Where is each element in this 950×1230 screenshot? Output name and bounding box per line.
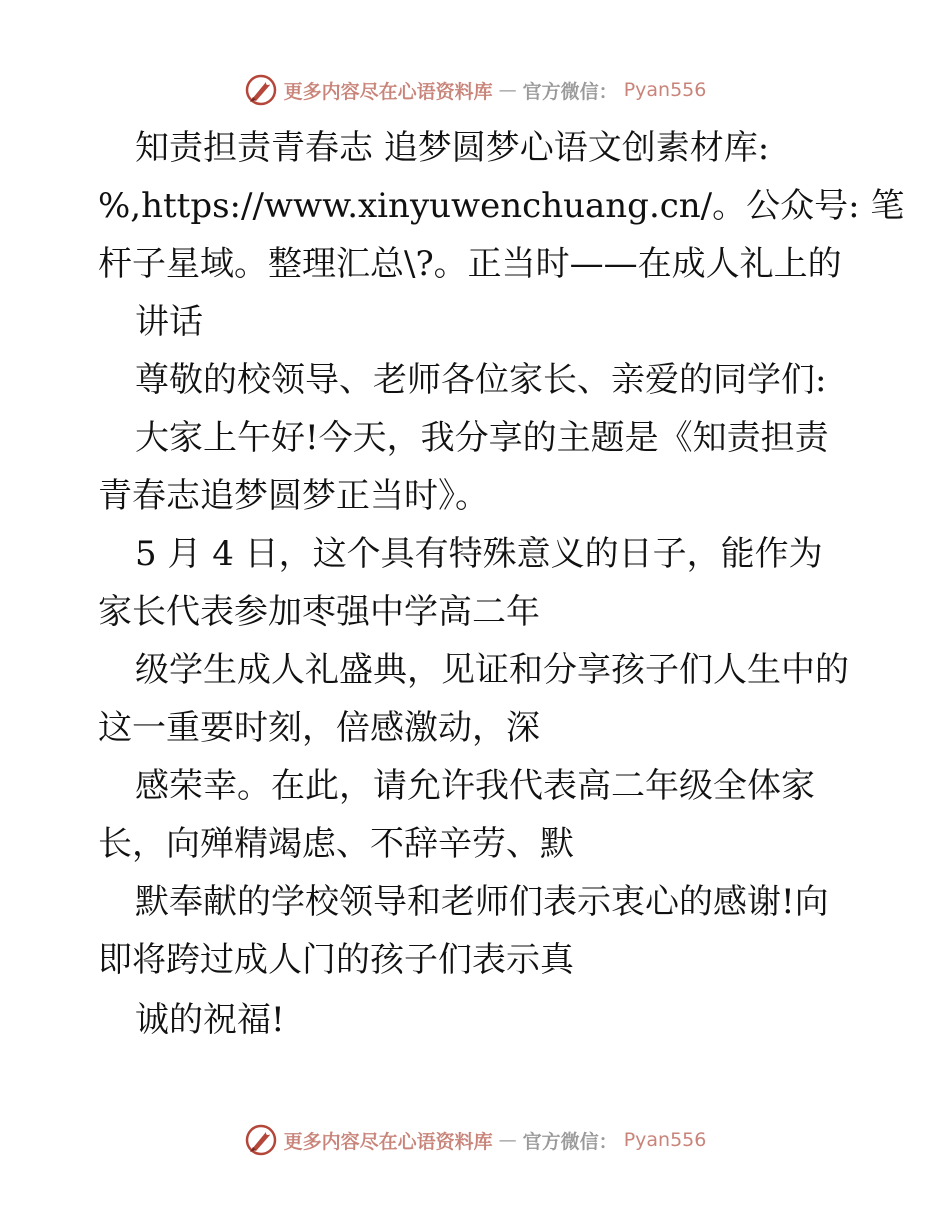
banner-wechat-label: 官方微信： [522,1130,618,1153]
pen-logo-icon [244,1123,278,1157]
text-line: 感荣幸。在此，请允许我代表高二年级全体家 [135,766,815,806]
footer-banner-content [244,1123,707,1157]
banner-title: 更多内容尽在心语资料库 [283,80,493,103]
text-line: 家长代表参加枣强中学高二年 [98,592,540,632]
text-line: 长，向殚精竭虑、不辞辛劳、默 [98,824,574,864]
text-line: 这一重要时刻，倍感激动，深 [98,708,540,748]
text-line: 5 月 4 日，这个具有特殊意义的日子，能作为 [135,534,823,574]
banner-wechat-label: 官方微信： [522,80,618,103]
text-line: 杆子星域。整理汇总\?。正当时——在成人礼上的 [98,244,842,284]
banner-wechat-id: Pyan556 [623,1129,707,1151]
banner-title: 更多内容尽在心语资料库 [283,1130,493,1153]
text-line: 大家上午好!今天，我分享的主题是《知责担责 [135,418,829,458]
banner-separator: — [498,1129,517,1151]
header-banner-content [244,73,707,107]
text-line: 尊敬的校领导、老师各位家长、亲爱的同学们: [135,360,827,400]
text-line: %,https://www.xinyuwenchuang.cn/。公众号: 笔 [98,186,905,226]
text-line: 诚的祝福! [135,1000,285,1040]
text-line: 知责担责青春志 追梦圆梦心语文创素材库: [135,128,770,168]
text-line: 默奉献的学校领导和老师们表示衷心的感谢!向 [135,882,829,922]
header-banner [0,70,950,110]
banner-wechat-id: Pyan556 [623,79,707,101]
banner-separator: — [498,79,517,101]
pen-logo-icon [244,73,278,107]
text-line: 青春志追梦圆梦正当时》。 [98,476,489,516]
footer-banner [0,1120,950,1160]
text-line: 讲话 [135,302,203,342]
text-line: 即将跨过成人门的孩子们表示真 [98,940,574,980]
text-line: 级学生成人礼盛典，见证和分享孩子们人生中的 [135,650,849,690]
